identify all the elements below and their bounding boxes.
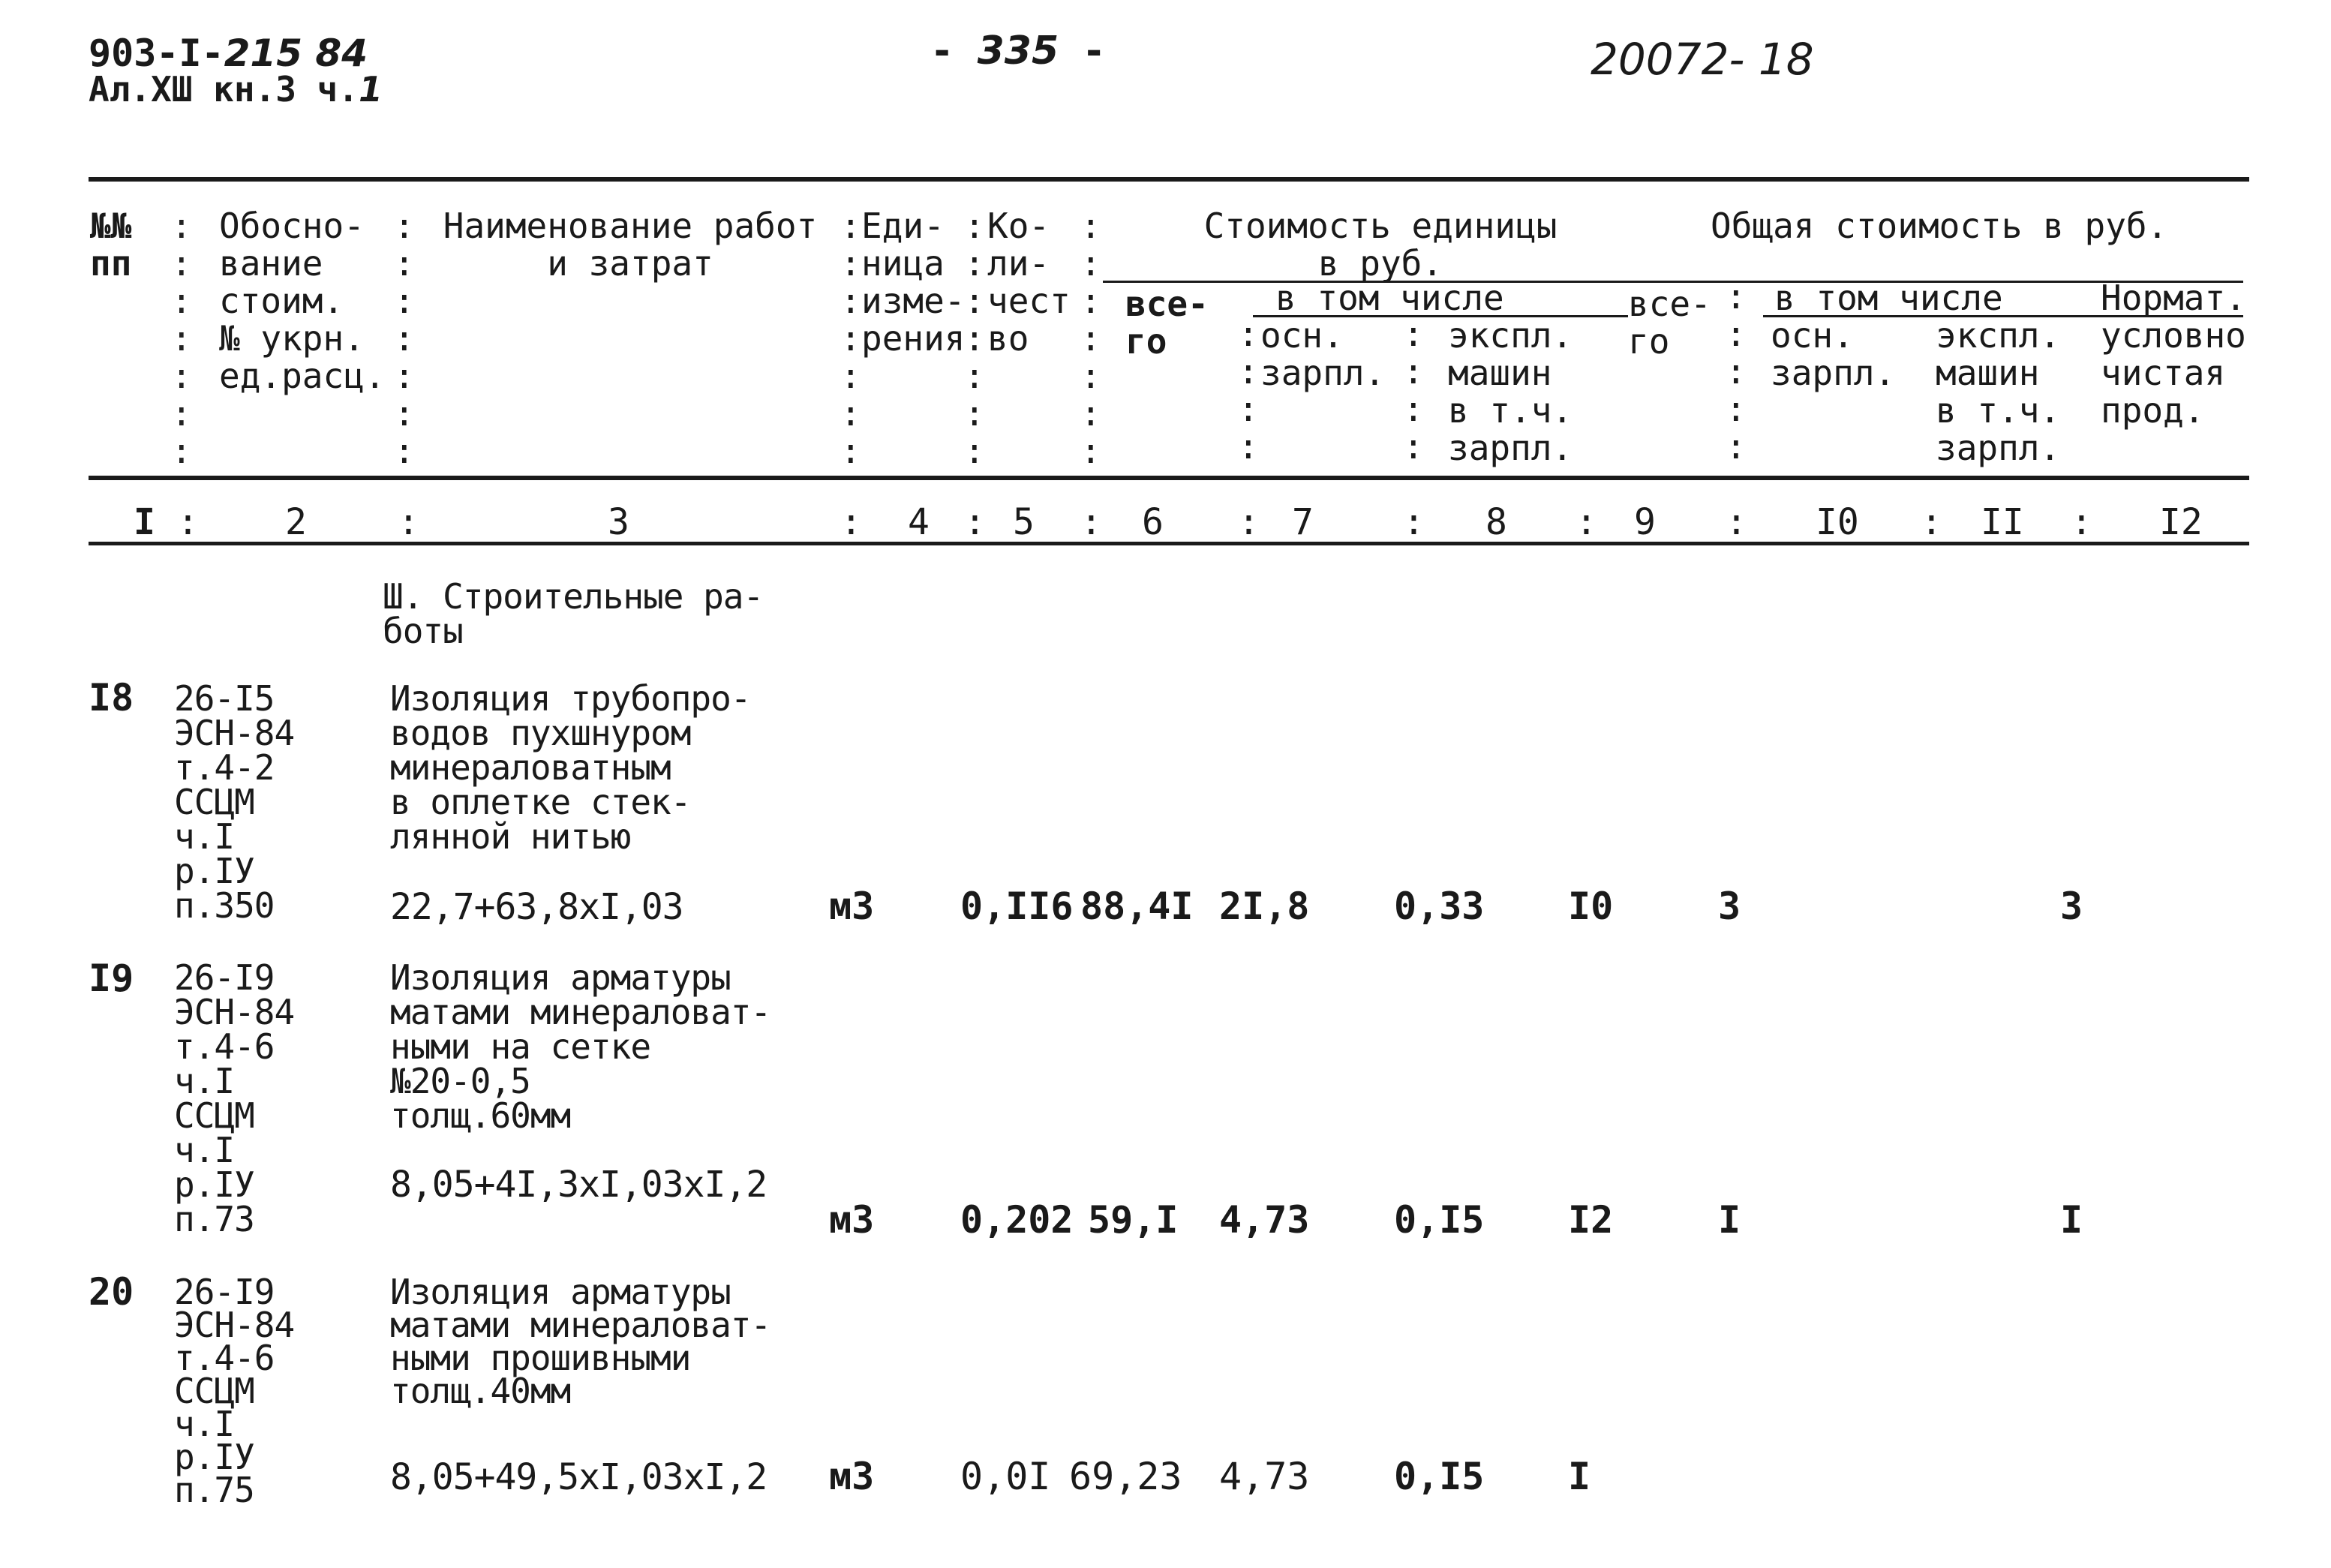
header-unit-total: все- го	[1125, 284, 1209, 362]
row-18-unit-machine: 0,33	[1394, 885, 1485, 928]
table-top-rule	[89, 177, 2249, 182]
header-total-including: в том числе	[1774, 278, 2003, 318]
document-code: 20072- 18	[1591, 34, 1814, 85]
row-18-number: I8	[89, 676, 134, 719]
header-bottom-rule	[89, 476, 2249, 480]
header-unit-machine: экспл. машин в т.ч. зарпл.	[1448, 315, 1573, 468]
colnum-separators: :	[177, 501, 199, 543]
colnum-6: 6	[1142, 501, 1164, 543]
header-unit-cost-title: Стоимость единицы в руб.	[1203, 206, 1558, 284]
header-col-unit: Еди- ница изме- рения	[861, 206, 966, 359]
series-handwritten: 215 84	[224, 32, 368, 75]
header-total-cost-title: Общая стоимость в руб.	[1711, 206, 2168, 246]
row-19-unit-total: 59,I	[1088, 1198, 1179, 1242]
colnum-4: 4	[908, 501, 930, 543]
header-total-machine: экспл. машин в т.ч. зарпл.	[1936, 315, 2061, 468]
header-unit-including: в том числе	[1275, 278, 1504, 318]
row-20-formula: 8,05+49,5хI,03хI,2	[390, 1456, 767, 1498]
row-18-norm: 3	[2060, 885, 2083, 928]
row-18-unit-wage: 2I,8	[1219, 885, 1310, 928]
colnum-9: 9	[1634, 501, 1656, 543]
row-19-formula: 8,05+4I,3хI,03хI,2	[390, 1164, 767, 1206]
row-20-number: 20	[89, 1270, 134, 1314]
row-19-norm: I	[2060, 1198, 2083, 1242]
row-19-quantity: 0,202	[960, 1198, 1074, 1242]
row-19-unit: м3	[829, 1198, 875, 1242]
header-col-quantity: Ко- ли- чест во	[987, 206, 1071, 359]
header-col-number: №№ пп	[90, 206, 132, 284]
colnum-2: 2	[285, 501, 307, 543]
colnum-3: 3	[608, 501, 629, 543]
page-number: - 335 -	[930, 29, 1106, 74]
row-19-unit-machine: 0,I5	[1394, 1198, 1485, 1242]
row-18-name: Изоляция трубопро- водов пухшнуром минераловатным в оплетке стек- лянной нитью	[390, 678, 751, 857]
row-18-quantity: 0,II6	[960, 885, 1074, 928]
row-19-name: Изоляция арматуры матами минераловат- ными на сетке №20-0,5 толщ.60мм	[390, 957, 771, 1136]
row-19-basis: 26-I9 ЭСН-84 т.4-6 ч.I ССЦМ ч.I р.IУ п.73	[174, 957, 295, 1239]
row-20-quantity: 0,0I	[960, 1455, 1051, 1498]
colnum-12: I2	[2159, 501, 2203, 543]
row-19-total-wage: I	[1718, 1198, 1741, 1242]
row-18-total: I0	[1568, 885, 1614, 928]
row-19-total: I2	[1568, 1198, 1614, 1242]
header-col-basis: Обосно- вание стоим. № укрн. ед.расц.	[219, 206, 386, 396]
row-18-formula: 22,7+63,8хI,03	[390, 886, 683, 928]
row-19-unit-wage: 4,73	[1219, 1198, 1310, 1242]
colnum-7: 7	[1292, 501, 1314, 543]
row-18-total-wage: 3	[1718, 885, 1741, 928]
row-18-unit: м3	[829, 885, 875, 928]
colnum-11: II	[1981, 501, 2024, 543]
colnum-5: 5	[1013, 501, 1035, 543]
album-code: Ал.XШ кн.3 ч.1	[89, 69, 383, 110]
header-unit-wage: осн. зарпл.	[1260, 315, 1386, 393]
row-18-basis: 26-I5 ЭСН-84 т.4-2 ССЦМ ч.I р.IУ п.350	[174, 678, 295, 926]
colnum-8: 8	[1485, 501, 1507, 543]
row-20-basis: 26-I9 ЭСН-84 т.4-6 ССЦМ ч.I р.IУ п.75	[174, 1272, 295, 1510]
colnum-10: I0	[1816, 501, 1859, 543]
header-total-wage: осн. зарпл.	[1771, 315, 1896, 393]
row-20-unit-total: 69,23	[1069, 1455, 1182, 1498]
row-19-number: I9	[89, 957, 134, 1000]
colnum-1: I	[134, 501, 155, 543]
header-col-name: Наименование работ и затрат	[443, 206, 818, 284]
header-total-norm: Нормат. условно чистая прод.	[2101, 278, 2246, 431]
row-20-unit-machine: 0,I5	[1394, 1455, 1485, 1498]
series-code: 903-I-215 84	[89, 32, 368, 75]
album-handwritten: 1	[359, 69, 383, 110]
header-total-total: все- го	[1628, 284, 1711, 362]
header-separators: : : : : : : :	[171, 206, 192, 471]
row-20-total: I	[1568, 1455, 1591, 1498]
row-20-unit: м3	[829, 1455, 875, 1498]
row-20-name: Изоляция арматуры матами минераловат- ными прошивными толщ.40мм	[390, 1272, 771, 1411]
row-18-unit-total: 88,4I	[1080, 885, 1194, 928]
row-20-unit-wage: 4,73	[1219, 1455, 1310, 1498]
section-title: Ш. Строительные ра- боты	[383, 576, 764, 651]
